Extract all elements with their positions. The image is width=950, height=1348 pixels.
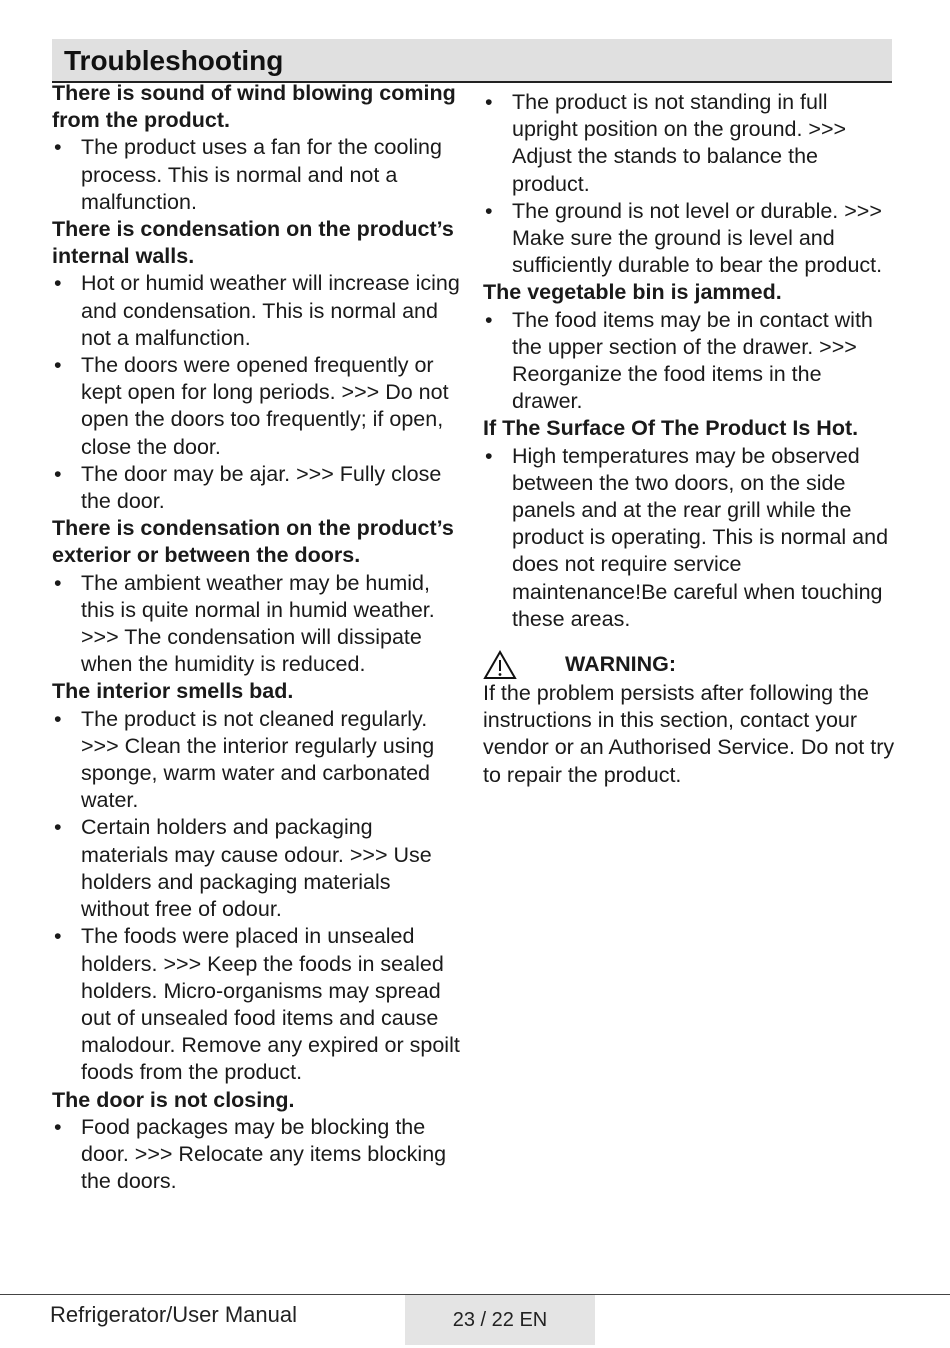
bullet-list xyxy=(52,1114,462,1196)
section-heading: There is condensation on the product’s internal walls. xyxy=(52,217,454,269)
right-column xyxy=(483,89,895,789)
section-heading: The door is not closing. xyxy=(52,1087,295,1112)
bullet-list xyxy=(52,270,462,515)
list-item: • The ground is not level or durable. >>> Make sure the ground is level and sufficiently durable to bear the product. xyxy=(483,198,895,280)
right-sections xyxy=(483,89,895,633)
bullet-list xyxy=(483,307,895,416)
warning-label: WARNING: xyxy=(565,652,677,677)
list-item: • Hot or humid weather will increase icing and condensation. This is normal and not a malfunction. xyxy=(52,270,462,352)
section-heading: If The Surface Of The Product Is Hot. xyxy=(483,416,859,441)
bullet-list xyxy=(52,134,462,216)
warning-text: If the problem persists after following the instructions in this section, contact your vendor or an Authorised Service. Do not try to repair the product. xyxy=(483,681,895,787)
list-item: • Food packages may be blocking the door. >>> Relocate any items blocking the doors. xyxy=(52,1114,462,1196)
footer-page-number: 23 / 22 EN xyxy=(405,1295,595,1345)
list-item: • The product is not standing in full upright position on the ground. >>> Adjust the stands to balance the product. xyxy=(483,89,895,198)
bullet-list xyxy=(52,706,462,1087)
section-heading: There is condensation on the product’s exterior or between the doors. xyxy=(52,516,454,568)
list-item: • The food items may be in contact with the upper section of the drawer. >>> Reorganize the food items in the drawer. xyxy=(483,307,895,416)
list-item: • The foods were placed in unsealed holders. >>> Keep the foods in sealed holders. Micro-organisms may spread out of unsealed food items and cause malodour. Remove any expired or spoilt foods from the product. xyxy=(52,923,462,1086)
list-item: • The product uses a fan for the cooling process. This is normal and not a malfunction. xyxy=(52,134,462,216)
footer-manual-title: Refrigerator/User Manual xyxy=(50,1302,297,1327)
list-item: • The door may be ajar. >>> Fully close the door. xyxy=(52,461,462,515)
page-title: Troubleshooting xyxy=(64,45,284,76)
list-item: • High temperatures may be observed between the two doors, on the side panels and at the rear grill while the product is operating. This is normal and does not require service maintenance!Be careful when touching these areas. xyxy=(483,443,895,633)
warning-triangle-icon xyxy=(483,650,517,680)
list-item: • Certain holders and packaging materials may cause odour. >>> Use holders and packaging materials without free of odour. xyxy=(52,814,462,923)
left-column xyxy=(52,80,462,1195)
bullet-list xyxy=(483,443,895,633)
list-item: • The ambient weather may be humid, this is quite normal in humid weather. >>> The condensation will dissipate when the humidity is reduced. xyxy=(52,570,462,679)
bullet-list xyxy=(483,89,895,279)
section-heading: The interior smells bad. xyxy=(52,679,294,704)
section-heading: There is sound of wind blowing coming from the product. xyxy=(52,81,456,133)
list-item: • The product is not cleaned regularly. >>> Clean the interior regularly using sponge, warm water and carbonated water. xyxy=(52,706,462,815)
bullet-list xyxy=(52,570,462,679)
section-heading: The vegetable bin is jammed. xyxy=(483,280,782,305)
title-bar xyxy=(52,39,892,83)
list-item: • The doors were opened frequently or kept open for long periods. >>> Do not open the doors too frequently; if open, close the door. xyxy=(52,352,462,461)
warning-header xyxy=(483,650,895,680)
